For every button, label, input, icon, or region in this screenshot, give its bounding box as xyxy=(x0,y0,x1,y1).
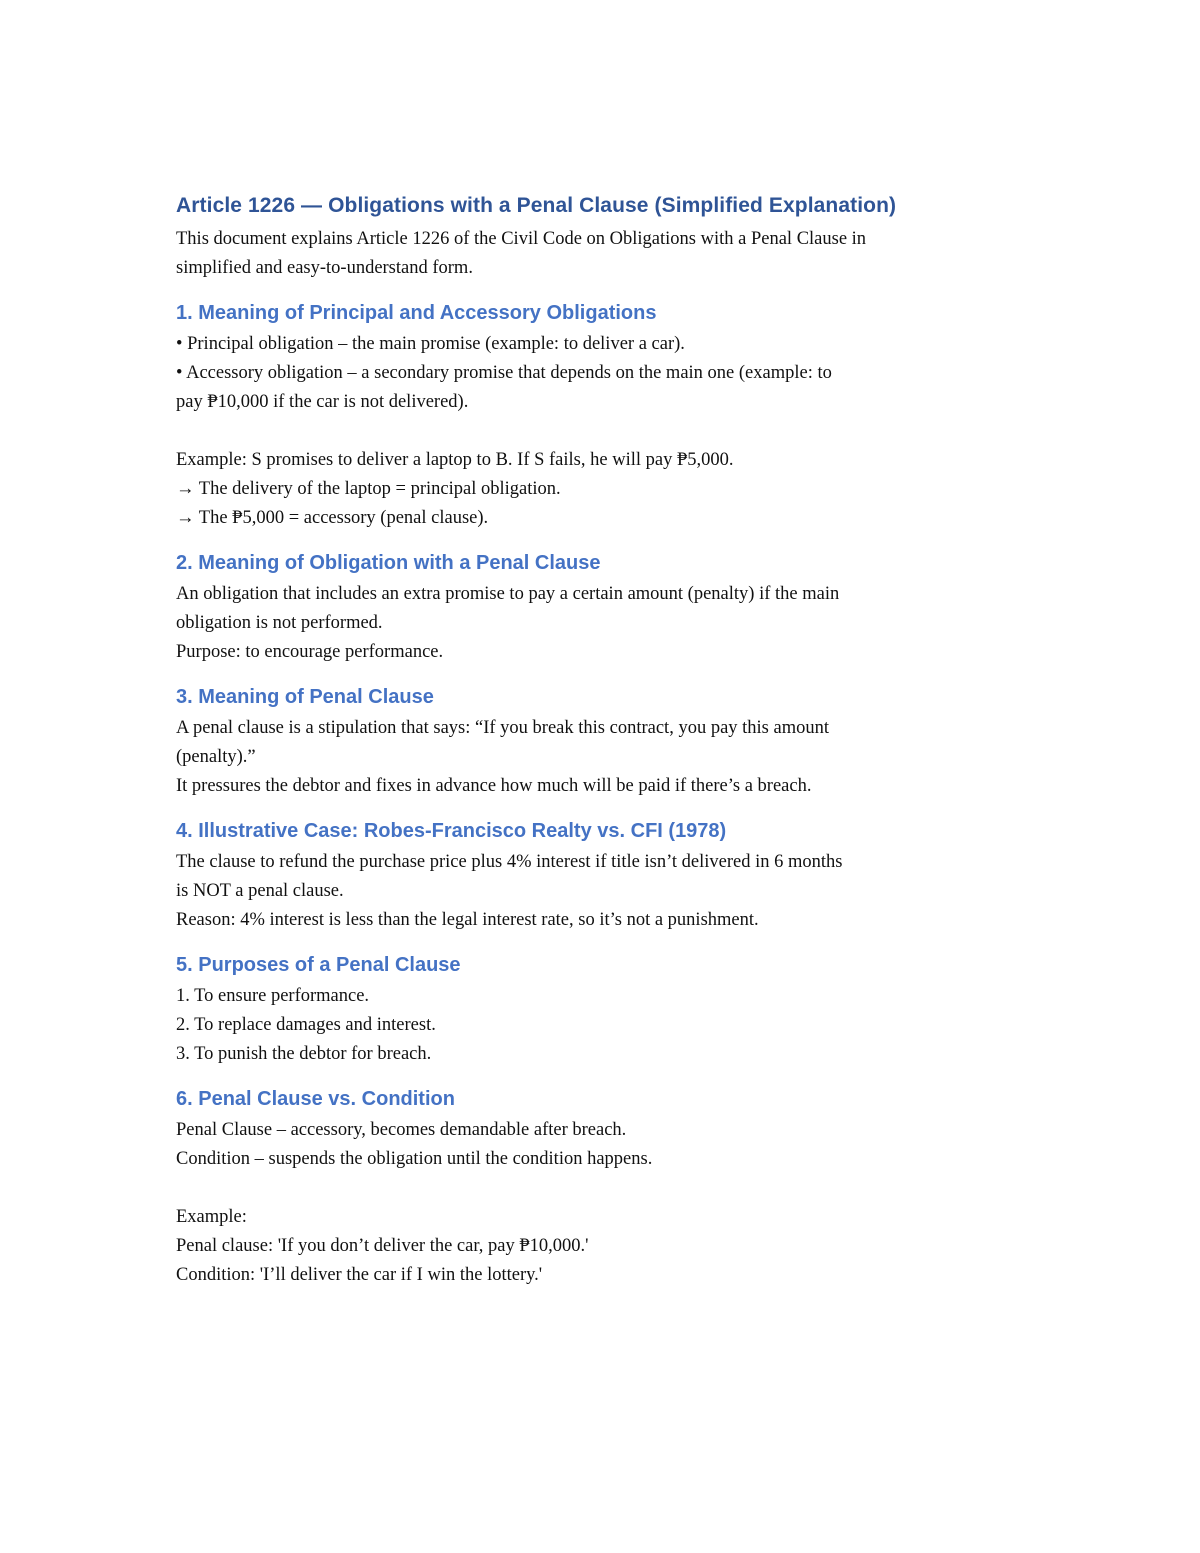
blank-line xyxy=(176,417,1036,446)
section-body-purposes xyxy=(176,982,1036,1069)
body-line: Condition – suspends the obligation until the condition happens. xyxy=(176,1149,653,1169)
section-heading-penal-clause: 3. Meaning of Penal Clause xyxy=(176,686,434,708)
body-line: obligation is not performed. xyxy=(176,613,383,633)
intro-line: simplified and easy-to-understand form. xyxy=(176,258,473,278)
body-line: Condition: 'I’ll deliver the car if I win the lottery.' xyxy=(176,1265,543,1285)
section-body-obligation-penal-clause xyxy=(176,580,1036,667)
intro-line: This document explains Article 1226 of the Civil Code on Obligations with a Penal Clause in xyxy=(176,229,867,249)
section-body-principal-accessory xyxy=(176,330,1036,533)
body-line: Purpose: to encourage performance. xyxy=(176,642,444,662)
section-body-penal-clause xyxy=(176,714,1036,801)
section-heading-illustrative-case: 4. Illustrative Case: Robes-Francisco Realty vs. CFI (1978) xyxy=(176,820,727,842)
body-line: → The ₱5,000 = accessory (penal clause). xyxy=(176,508,489,528)
body-line: Example: S promises to deliver a laptop to B. If S fails, he will pay ₱5,000. xyxy=(176,450,734,470)
body-line: is NOT a penal clause. xyxy=(176,881,344,901)
body-line: Penal clause: 'If you don’t deliver the car, pay ₱10,000.' xyxy=(176,1236,589,1256)
list-item: 1. To ensure performance. xyxy=(176,986,370,1006)
body-line: It pressures the debtor and fixes in advance how much will be paid if there’s a breach. xyxy=(176,776,812,796)
body-line: The clause to refund the purchase price plus 4% interest if title isn’t delivered in 6 months xyxy=(176,852,843,872)
body-line: • Principal obligation – the main promise (example: to deliver a car). xyxy=(176,334,685,354)
intro-paragraph xyxy=(176,225,1036,283)
body-line: An obligation that includes an extra promise to pay a certain amount (penalty) if the main xyxy=(176,584,840,604)
body-line: → The delivery of the laptop = principal obligation. xyxy=(176,479,561,499)
section-heading-penal-vs-condition: 6. Penal Clause vs. Condition xyxy=(176,1088,455,1110)
document-page xyxy=(176,190,1036,1290)
body-line: (penalty).” xyxy=(176,747,256,767)
blank-line xyxy=(176,1174,1036,1203)
body-line: pay ₱10,000 if the car is not delivered). xyxy=(176,392,469,412)
list-item: 2. To replace damages and interest. xyxy=(176,1015,436,1035)
body-line: Penal Clause – accessory, becomes demandable after breach. xyxy=(176,1120,627,1140)
section-heading-principal-accessory: 1. Meaning of Principal and Accessory Obligations xyxy=(176,302,657,324)
section-heading-purposes: 5. Purposes of a Penal Clause xyxy=(176,954,461,976)
document-title: Article 1226 — Obligations with a Penal Clause (Simplified Explanation) xyxy=(176,194,897,217)
body-line: • Accessory obligation – a secondary promise that depends on the main one (example: to xyxy=(176,363,832,383)
list-item: 3. To punish the debtor for breach. xyxy=(176,1044,432,1064)
body-line: A penal clause is a stipulation that says: “If you break this contract, you pay this amount xyxy=(176,718,830,738)
section-body-illustrative-case xyxy=(176,848,1036,935)
body-line: Reason: 4% interest is less than the legal interest rate, so it’s not a punishment. xyxy=(176,910,759,930)
body-line: Example: xyxy=(176,1207,247,1227)
section-body-penal-vs-condition xyxy=(176,1116,1036,1290)
section-heading-obligation-penal-clause: 2. Meaning of Obligation with a Penal Clause xyxy=(176,552,601,574)
